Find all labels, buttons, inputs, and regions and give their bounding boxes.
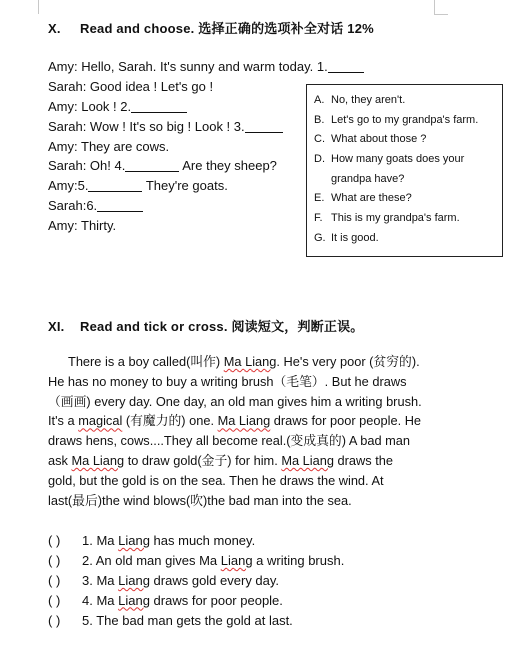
section-xi-heading — [48, 316, 363, 335]
answer-blank[interactable] — [245, 119, 283, 133]
passage-line: gold, but the gold is on the sea. Then he draws the wind. At — [48, 472, 384, 488]
statement-list — [48, 531, 344, 630]
page-corner-mark — [38, 0, 39, 14]
section-chinese: 选择正确的选项补全对话 — [198, 21, 344, 36]
option-item: D. How many goats does your — [314, 153, 465, 166]
section-number: X. — [48, 21, 61, 36]
option-item: A. No, they aren't. — [314, 94, 406, 106]
answer-blank[interactable] — [125, 158, 179, 172]
dialogue-line: Sarah: Oh! 4. Are they sheep? — [48, 158, 277, 174]
passage-line: （画画) every day. One day, an old man gives him a writing brush. — [48, 393, 422, 409]
dialogue-line: Amy: They are cows. — [48, 138, 170, 154]
section-x-heading — [48, 18, 374, 37]
passage-line: draws hens, cows....They all become real.(变成真的) A bad man — [48, 433, 411, 449]
passage-line: It's a magical (有魔力的) one. Ma Liang draws for poor people. He — [48, 413, 422, 429]
section-chinese: 阅读短文，判断正误。 — [231, 319, 364, 334]
statement-item: ( ) 1. Ma Liang has much money. — [48, 531, 344, 551]
passage-line: last(最后)the wind blows(吹)the bad man into the sea. — [48, 492, 352, 508]
options-box — [306, 84, 503, 257]
section-points: 12% — [347, 21, 374, 36]
answer-blank[interactable] — [88, 178, 142, 192]
dialogue-line: Amy: Thirty. — [48, 218, 117, 234]
option-item: F. This is my grandpa's farm. — [314, 212, 460, 225]
option-item: C. What about those ? — [314, 133, 427, 146]
statement-item: ( ) 2. An old man gives Ma Liang a writing brush. — [48, 551, 344, 571]
reading-passage — [48, 352, 436, 510]
section-number: XI. — [48, 319, 65, 334]
section-title: Read and tick or cross. — [80, 319, 228, 334]
answer-parentheses[interactable]: ( ) — [48, 612, 61, 628]
option-item: B. Let's go to my grandpa's farm. — [314, 113, 479, 126]
dialogue-line: Amy: Look ! 2. — [48, 97, 298, 117]
option-item-continuation: grandpa have? — [331, 172, 405, 185]
statement-item: ( ) 4. Ma Liang draws for poor people. — [48, 591, 344, 611]
dialogue-line: Sarah:6. — [48, 196, 298, 216]
dialogue-line: Amy: Hello, Sarah. It's sunny and warm today. 1. — [48, 57, 298, 77]
answer-parentheses[interactable]: ( ) — [48, 572, 61, 588]
passage-line: He has no money to buy a writing brush（毛笔）. But he draws — [48, 373, 407, 389]
dialogue-line: Sarah: Wow ! It's so big ! Look ! 3. — [48, 117, 298, 137]
dialogue-line: Sarah: Good idea ! Let's go ! — [48, 78, 214, 94]
statement-item: ( ) 5. The bad man gets the gold at last. — [48, 611, 344, 631]
option-item: E. What are these? — [314, 192, 412, 205]
dialogue-line: Amy:5. They're goats. — [48, 178, 228, 194]
passage-line: ask Ma Liang to draw gold(金子) for him. Ma Liang draws the — [48, 452, 394, 468]
answer-blank[interactable] — [97, 198, 143, 212]
passage-line: There is a boy called(叫作) Ma Liang. He's very poor (贫穷的). — [68, 354, 420, 369]
answer-blank[interactable] — [131, 99, 187, 113]
section-title: Read and choose. — [80, 21, 195, 36]
answer-parentheses[interactable]: ( ) — [48, 592, 61, 608]
answer-parentheses[interactable]: ( ) — [48, 552, 61, 568]
page-corner-mark — [434, 14, 448, 15]
page-corner-mark — [434, 0, 435, 14]
statement-item: ( ) 3. Ma Liang draws gold every day. — [48, 571, 344, 591]
answer-blank[interactable] — [328, 59, 364, 73]
dialogue — [48, 57, 328, 236]
answer-parentheses[interactable]: ( ) — [48, 533, 61, 548]
option-item: G. It is good. — [314, 231, 379, 244]
